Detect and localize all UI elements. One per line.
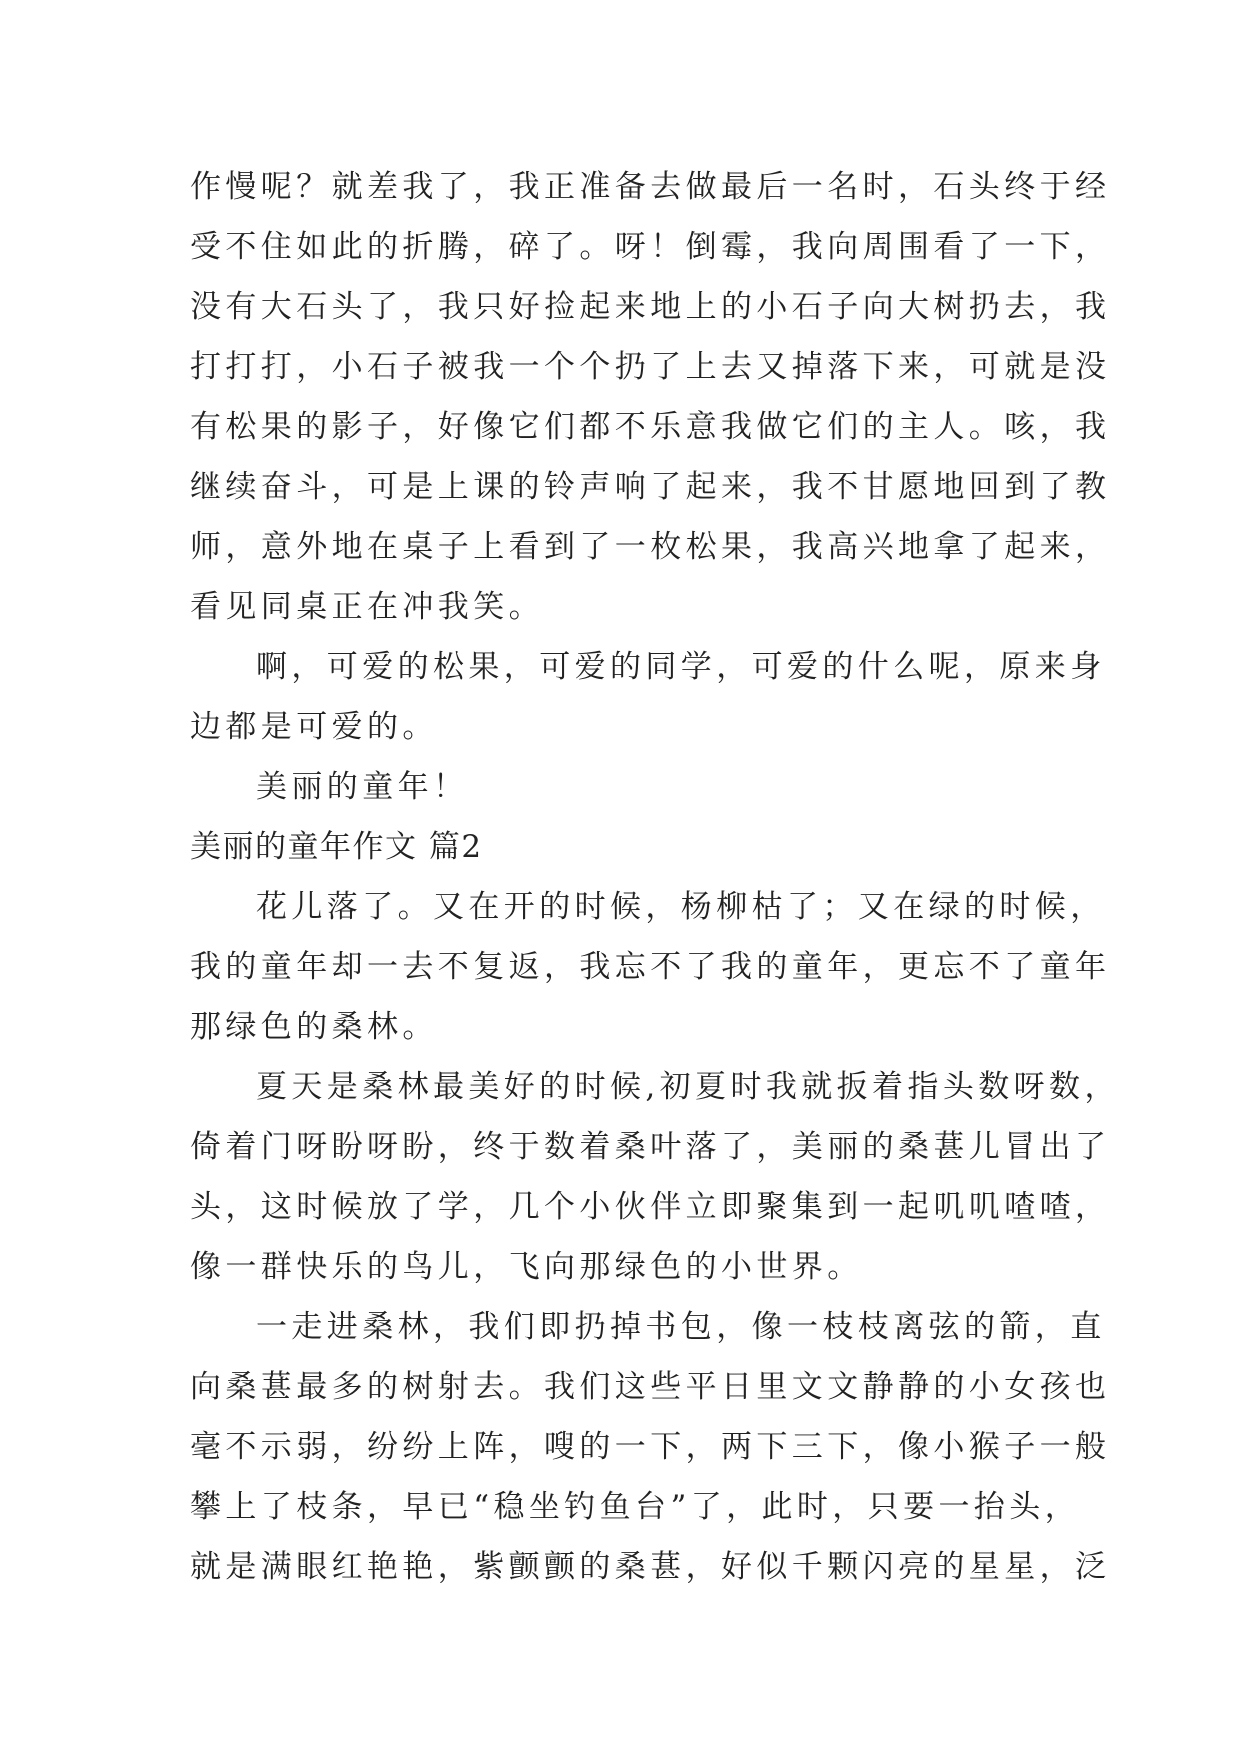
paragraph-first-line: 一走进桑林，我们即扔掉书包，像一枝枝离弦的箭，直 [256,1309,1106,1345]
text-line: 看见同桌正在冲我笑。 [190,589,544,625]
paragraph-first-line: 啊，可爱的松果，可爱的同学，可爱的什么呢，原来身 [256,649,1106,685]
text-line: 就是满眼红艳艳，紫颤颤的桑葚，好似千颗闪亮的星星，泛 [190,1549,1111,1585]
text-line: 攀上了枝条，早已“稳坐钓鱼台”了，此时，只要一抬头， [190,1489,1081,1525]
text-line: 没有大石头了，我只好捡起来地上的小石子向大树扔去，我 [190,289,1111,325]
text-line: 毫不示弱，纷纷上阵，嗖的一下，两下三下，像小猴子一般 [190,1429,1111,1465]
text-line: 作慢呢？就差我了，我正准备去做最后一名时，石头终于经 [190,169,1111,205]
text-line: 向桑葚最多的树射去。我们这些平日里文文静静的小女孩也 [190,1369,1111,1405]
paragraph-first-line: 美丽的童年！ [256,769,469,805]
paragraph-first-line: 花儿落了。又在开的时候，杨柳枯了；又在绿的时候， [256,889,1106,925]
text-line: 继续奋斗，可是上课的铃声响了起来，我不甘愿地回到了教 [190,469,1111,505]
text-line: 倚着门呀盼呀盼，终于数着桑叶落了，美丽的桑葚儿冒出了 [190,1129,1111,1165]
text-line: 师，意外地在桌子上看到了一枚松果，我高兴地拿了起来， [190,529,1111,565]
text-line: 我的童年却一去不复返，我忘不了我的童年，更忘不了童年 [190,949,1111,985]
text-line: 有松果的影子，好像它们都不乐意我做它们的主人。咳，我 [190,409,1111,445]
paragraph-first-line: 夏天是桑林最美好的时候,初夏时我就扳着指头数呀数， [256,1069,1120,1105]
text-line: 打打打，小石子被我一个个扔了上去又掉落下来，可就是没 [190,349,1111,385]
text-line: 受不住如此的折腾，碎了。呀！倒霉，我向周围看了一下， [190,229,1111,265]
text-line: 头，这时候放了学，几个小伙伴立即聚集到一起叽叽喳喳， [190,1189,1111,1225]
text-line: 像一群快乐的鸟儿，飞向那绿色的小世界。 [190,1249,863,1285]
text-line: 边都是可爱的。 [190,709,438,745]
section-heading: 美丽的童年作文 篇2 [190,829,483,865]
text-line: 那绿色的桑林。 [190,1009,438,1045]
